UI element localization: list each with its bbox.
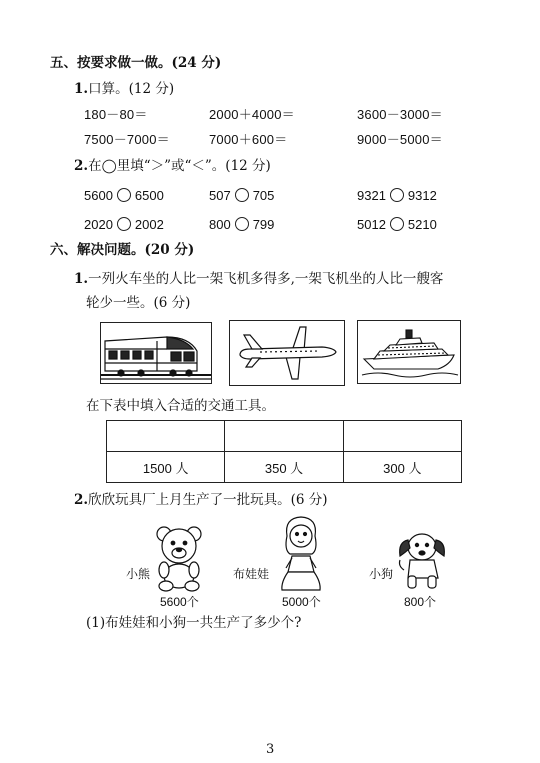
compare-left: 2020 <box>84 216 113 232</box>
question-1-number: 1. <box>74 81 89 97</box>
problem-1-text: 一列火车坐的人比一架飞机多得多,一架飞机坐的人比一艘客 <box>88 271 444 287</box>
compare-right: 6500 <box>134 187 164 203</box>
compare-item[interactable] <box>209 186 274 204</box>
train-icon <box>101 323 211 383</box>
oral-calc-5: 7000＋600＝ <box>209 132 288 147</box>
toy-label-dog: 小狗 <box>369 567 394 581</box>
compare-right: 2002 <box>134 216 164 232</box>
problem-2-number: 2. <box>74 492 89 508</box>
vehicle-cell-2[interactable] <box>225 421 343 452</box>
problem-1-line-1 <box>74 270 443 288</box>
compare-item[interactable] <box>357 215 437 233</box>
compare-item[interactable] <box>357 186 437 204</box>
bear-icon <box>154 524 206 592</box>
question-1-title: 口算。(12 分) <box>88 81 175 97</box>
answer-circle[interactable] <box>390 217 404 231</box>
transport-table <box>106 420 462 483</box>
answer-circle[interactable] <box>235 188 249 202</box>
compare-right: 9312 <box>407 187 437 203</box>
compare-left: 9321 <box>357 187 386 203</box>
doll-icon <box>278 514 324 592</box>
toy-label-bear: 小熊 <box>126 567 151 581</box>
compare-right: 799 <box>252 216 275 232</box>
compare-right: 5210 <box>407 216 437 232</box>
oral-calc-3: 3600－3000＝ <box>357 107 443 122</box>
toy-count-bear: 5600个 <box>160 595 199 609</box>
count-cell-1: 1500 人 <box>107 452 225 483</box>
table-row-vehicles <box>107 421 462 452</box>
problem-1-number: 1. <box>74 271 89 287</box>
count-cell-2: 350 人 <box>225 452 343 483</box>
problem-2-heading <box>74 491 328 509</box>
page-number: 3 <box>266 742 275 757</box>
table-row-counts <box>107 452 462 483</box>
airplane-image <box>229 320 345 386</box>
compare-left: 5012 <box>357 216 386 232</box>
oral-calc-4: 7500－7000＝ <box>84 132 170 147</box>
section-5-title: 五、按要求做一做。(24 分) <box>50 55 222 71</box>
compare-item[interactable] <box>209 215 274 233</box>
toy-count-doll: 5000个 <box>282 595 321 609</box>
compare-item[interactable] <box>84 186 164 204</box>
compare-left: 5600 <box>84 187 113 203</box>
question-1-heading <box>74 80 174 98</box>
toy-label-doll: 布娃娃 <box>233 567 270 581</box>
dog-icon <box>396 530 446 592</box>
oral-calc-2: 2000＋4000＝ <box>209 107 295 122</box>
section-6-title: 六、解决问题。(20 分) <box>50 242 195 258</box>
answer-circle[interactable] <box>117 188 131 202</box>
table-instruction: 在下表中填入合适的交通工具。 <box>86 398 275 414</box>
compare-left: 507 <box>209 187 231 203</box>
compare-item[interactable] <box>84 215 164 233</box>
question-2-heading <box>74 157 271 175</box>
toy-count-dog: 800个 <box>404 595 437 609</box>
vehicle-cell-3[interactable] <box>343 421 461 452</box>
answer-circle[interactable] <box>117 217 131 231</box>
vehicle-cell-1[interactable] <box>107 421 225 452</box>
sub-question-1: (1)布娃娃和小狗一共生产了多少个? <box>86 615 302 631</box>
train-image <box>100 322 212 384</box>
problem-2-title: 欣欣玩具厂上月生产了一批玩具。(6 分) <box>88 492 328 508</box>
problem-1-line-2: 轮少一些。(6 分) <box>86 295 191 311</box>
oral-calc-1: 180－80＝ <box>84 107 148 122</box>
ship-icon <box>358 321 460 383</box>
question-2-number: 2. <box>74 158 89 174</box>
answer-circle[interactable] <box>390 188 404 202</box>
answer-circle[interactable] <box>235 217 249 231</box>
question-2-title: 在◯里填“＞”或“＜”。(12 分) <box>88 158 271 174</box>
compare-left: 800 <box>209 216 231 232</box>
airplane-icon <box>230 321 344 385</box>
count-cell-3: 300 人 <box>343 452 461 483</box>
compare-right: 705 <box>252 187 275 203</box>
oral-calc-6: 9000－5000＝ <box>357 132 443 147</box>
ship-image <box>357 320 461 384</box>
